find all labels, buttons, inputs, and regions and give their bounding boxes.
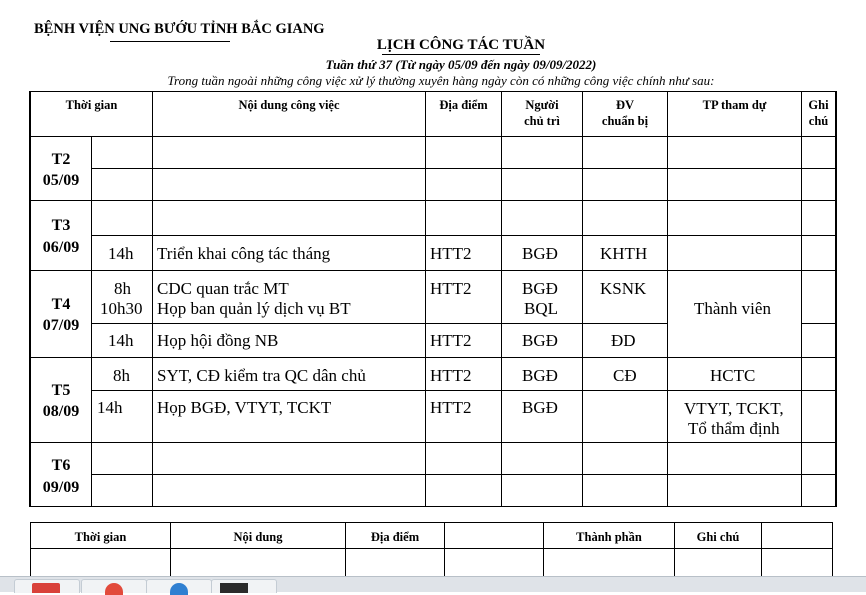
t5-content: SYT, CĐ kiểm tra QC dân chủ xyxy=(157,366,366,385)
t3-place: HTT2 xyxy=(430,244,472,263)
table-border-right xyxy=(835,91,837,507)
t5-2-attend-b: Tổ thẩm định xyxy=(688,419,780,438)
table2-col-line xyxy=(761,522,762,576)
table-col-line xyxy=(667,91,668,507)
table-row-line xyxy=(29,442,837,443)
t4-attend: Thành viên xyxy=(694,299,771,318)
t4-2-time: 14h xyxy=(108,331,134,350)
table2-border-top xyxy=(30,522,833,523)
table-row-line xyxy=(91,235,837,236)
t3-host: BGĐ xyxy=(522,244,558,263)
t5-prep: CĐ xyxy=(613,366,637,385)
t5-2-attend-a: VTYT, TCKT, xyxy=(684,399,784,418)
schedule-title: LỊCH CÔNG TÁC TUẦN xyxy=(376,37,546,53)
table-row-line xyxy=(801,323,837,324)
table-row-line xyxy=(29,357,837,358)
table-col-line xyxy=(801,91,802,507)
table2-border-right xyxy=(832,522,833,576)
table-col-line xyxy=(501,91,502,507)
t4-content-a: CDC quan trắc MT xyxy=(157,279,289,298)
table2-header-note: Ghi chú xyxy=(696,530,740,544)
t3-time: 14h xyxy=(108,244,134,263)
t4-2-content: Họp hội đồng NB xyxy=(157,331,279,350)
t4-2-place: HTT2 xyxy=(430,331,472,350)
t4-prep: KSNK xyxy=(600,279,647,298)
table-border-top xyxy=(29,91,837,92)
t4-host-a: BGĐ xyxy=(522,279,558,298)
t5-2-place: HTT2 xyxy=(430,398,472,417)
table2-header-time: Thời gian xyxy=(74,530,127,544)
table-row-line xyxy=(91,390,837,391)
week-range: Tuần thứ 37 (Từ ngày 05/09 đến ngày 09/09/2022) xyxy=(325,57,597,72)
day-t3: T3 xyxy=(51,217,71,234)
t4-time-a: 8h xyxy=(114,279,131,298)
t4-content-b: Họp ban quản lý dịch vụ BT xyxy=(157,299,351,318)
hospital-name: BỆNH VIỆN UNG BƯỚU TỈNH BẮC GIANG xyxy=(34,21,325,37)
t4-2-host: BGĐ xyxy=(522,331,558,350)
blue-app-icon xyxy=(170,583,188,595)
header-time: Thời gian xyxy=(65,98,118,112)
day-t4: T4 xyxy=(51,296,71,313)
t5-attend: HCTC xyxy=(710,366,756,385)
header-prep-1: ĐV xyxy=(615,98,635,112)
day-t6: T6 xyxy=(51,457,71,474)
table-col-line xyxy=(582,91,583,507)
app-red-icon xyxy=(32,583,60,593)
day-t2: T2 xyxy=(51,151,71,168)
table2-header-content: Nội dung xyxy=(233,530,283,544)
t4-2-prep: ĐD xyxy=(611,331,636,350)
table-row-line xyxy=(29,136,837,137)
date-t4: 07/09 xyxy=(42,317,80,334)
terminal-icon xyxy=(220,583,248,593)
table2-header-members: Thành phần xyxy=(576,530,642,544)
table-col-line xyxy=(91,136,92,507)
header-host-2: chủ trì xyxy=(524,114,560,128)
date-t5: 08/09 xyxy=(42,403,80,420)
header-attend: TP tham dự xyxy=(702,98,767,112)
t5-2-time: 14h xyxy=(97,398,123,417)
t3-prep: KHTH xyxy=(600,244,648,263)
date-t6: 09/09 xyxy=(42,479,80,496)
table-row-line xyxy=(29,200,837,201)
header-place: Địa điểm xyxy=(439,98,488,112)
t5-2-host: BGĐ xyxy=(522,398,558,417)
t5-time: 8h xyxy=(113,366,130,385)
table-row-line xyxy=(91,168,837,169)
table2-col-line xyxy=(444,522,445,576)
header-content: Nội dung công việc xyxy=(238,98,340,112)
title-underline xyxy=(382,54,540,55)
header-prep-2: chuẩn bị xyxy=(601,114,649,128)
table-row-line xyxy=(91,474,837,475)
table-border-bottom xyxy=(29,506,837,507)
table-row-line xyxy=(91,323,667,324)
date-t3: 06/09 xyxy=(42,239,80,256)
chrome-icon xyxy=(105,583,123,595)
table2-header-place: Địa điểm xyxy=(370,530,420,544)
t4-place: HTT2 xyxy=(430,279,472,298)
date-t2: 05/09 xyxy=(42,172,80,189)
t5-2-content: Họp BGĐ, VTYT, TCKT xyxy=(157,398,332,417)
table2-row-line xyxy=(30,548,833,549)
t4-time-b: 10h30 xyxy=(100,299,143,318)
header-host-1: Người xyxy=(525,98,559,112)
taskbar xyxy=(0,576,866,592)
table-row-line xyxy=(29,270,837,271)
table-col-line xyxy=(425,91,426,507)
schedule-note: Trong tuần ngoài những công việc xử lý thường xuyên hàng ngày còn có những công việc chính như sau: xyxy=(167,73,715,88)
t5-host: BGĐ xyxy=(522,366,558,385)
t3-content: Triển khai công tác tháng xyxy=(157,244,331,263)
t5-place: HTT2 xyxy=(430,366,472,385)
t4-host-b: BQL xyxy=(524,299,558,318)
header-note-1: Ghi xyxy=(808,98,829,112)
table-col-line xyxy=(152,91,153,507)
header-note-2: chú xyxy=(808,114,829,128)
day-t5: T5 xyxy=(51,382,71,399)
